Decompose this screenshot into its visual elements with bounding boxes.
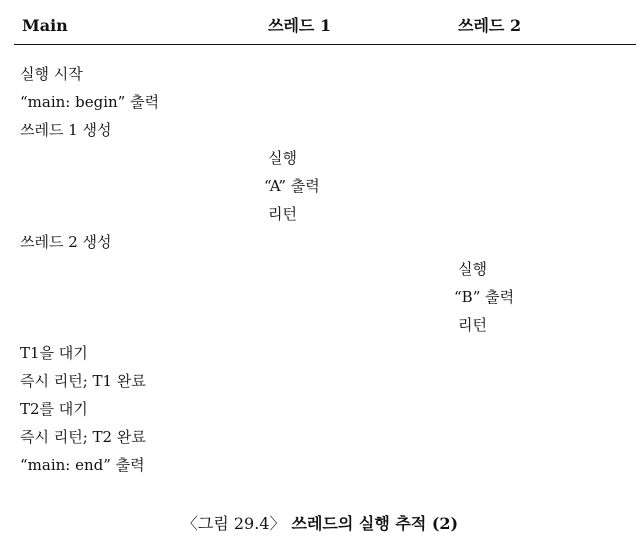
main-step-create-t2: 쓰레드 2 생성 — [20, 233, 112, 251]
main-step-t1-done: 즉시 리턴; T1 완료 — [20, 372, 146, 390]
header-rule — [14, 44, 636, 45]
figure-caption-title: 쓰레드의 실행 추적 (2) — [291, 514, 459, 533]
column-header-main: Main — [22, 16, 68, 35]
main-step-create-t1: 쓰레드 1 생성 — [20, 121, 112, 139]
thread1-step-run: 실행 — [268, 149, 297, 167]
main-step-wait-t2: T2를 대기 — [20, 400, 88, 418]
main-step-print-end: “main: end” 출력 — [20, 456, 145, 474]
main-step-wait-t1: T1을 대기 — [20, 344, 88, 362]
column-header-thread-1: 쓰레드 1 — [268, 16, 332, 35]
thread2-step-run: 실행 — [458, 260, 487, 278]
main-step-t2-done: 즉시 리턴; T2 완료 — [20, 428, 146, 446]
figure-caption-label: 〈그림 29.4〉 — [181, 514, 286, 533]
column-header-thread-2: 쓰레드 2 — [458, 16, 522, 35]
main-step-print-begin: “main: begin” 출력 — [20, 93, 160, 111]
figure-caption — [0, 514, 640, 534]
thread1-step-return: 리턴 — [268, 205, 297, 223]
thread2-step-print-b: “B” 출력 — [454, 288, 515, 306]
thread1-step-print-a: “A” 출력 — [264, 177, 320, 195]
main-step-start: 실행 시작 — [20, 65, 83, 83]
thread2-step-return: 리턴 — [458, 316, 487, 334]
